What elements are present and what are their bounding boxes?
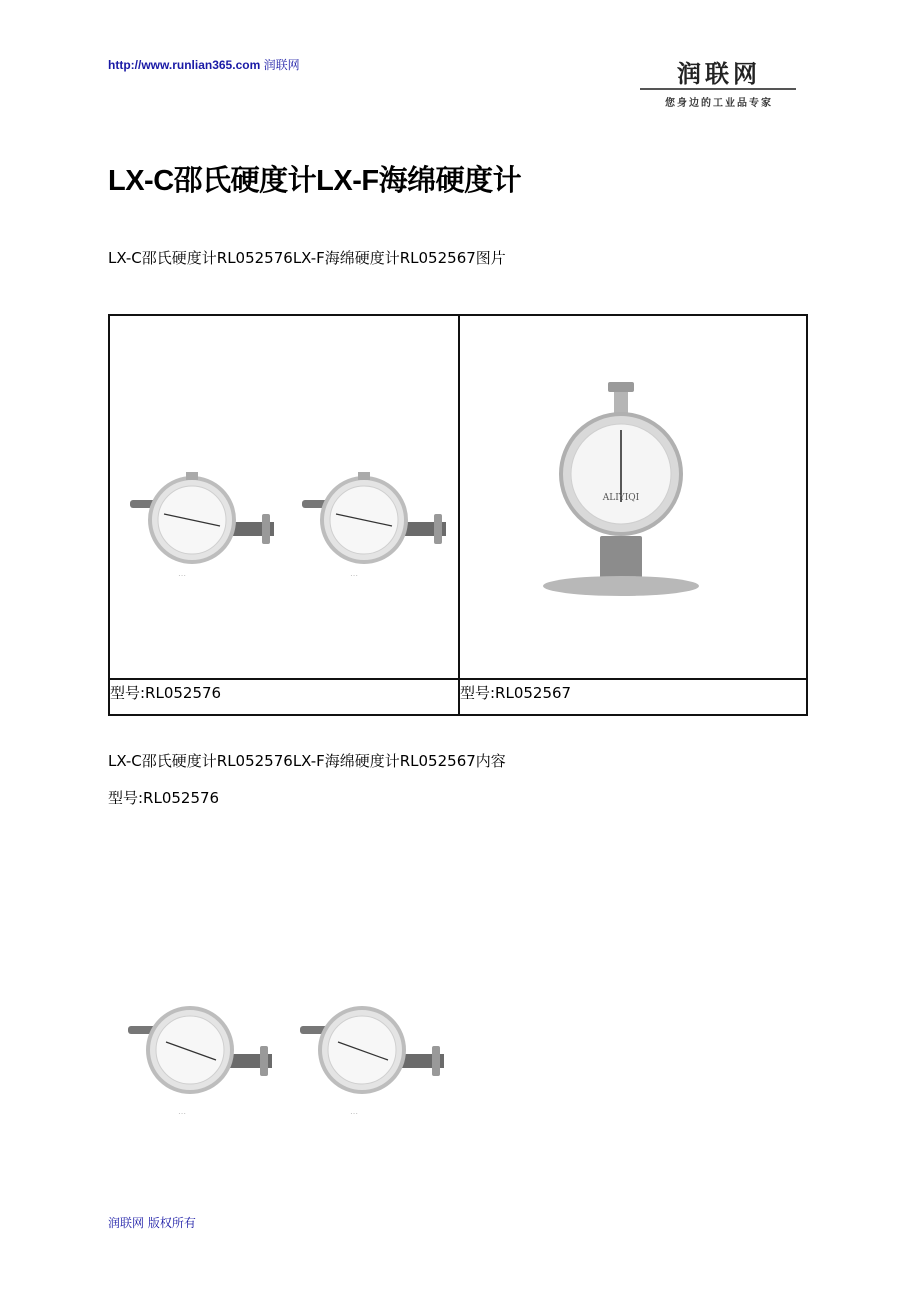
table-divider-horizontal	[110, 678, 806, 680]
hardness-tester-left	[128, 1008, 272, 1118]
site-name: 润联网	[263, 58, 300, 72]
site-logo	[636, 52, 802, 114]
table-caption-left: 型号:RL052576	[110, 684, 222, 702]
logo-text: 润联网	[677, 59, 761, 88]
content-product-image	[120, 1012, 450, 1132]
product-image-table	[108, 314, 808, 716]
content-heading: LX-C邵氏硬度计RL052576LX-F海绵硬度计RL052567内容	[108, 752, 506, 770]
logo-rule	[640, 88, 796, 90]
page-title: LX-C邵氏硬度计LX-F海绵硬度计	[108, 165, 522, 197]
svg-text:⋯: ⋯	[350, 571, 358, 580]
svg-text:⋯: ⋯	[178, 1109, 186, 1118]
images-heading: LX-C邵氏硬度计RL052576LX-F海绵硬度计RL052567图片	[108, 249, 506, 267]
hardness-tester-right	[302, 472, 446, 580]
dial-brand-text: ALIYIQI	[602, 493, 640, 503]
site-url-link[interactable]	[108, 56, 300, 73]
lx-f-foam-hardness-tester-image	[550, 382, 710, 606]
table-caption-right: 型号:RL052567	[460, 684, 572, 702]
lx-c-hardness-tester-image	[122, 472, 452, 592]
hardness-tester-left	[130, 472, 274, 580]
logo-slogan: 您身边的工业品专家	[665, 98, 773, 109]
footer-copyright: 润联网 版权所有	[108, 1216, 196, 1230]
svg-text:⋯: ⋯	[350, 1109, 358, 1118]
content-model: 型号:RL052576	[108, 789, 220, 807]
svg-text:⋯: ⋯	[178, 571, 186, 580]
site-url: http://www.runlian365.com	[108, 58, 261, 72]
hardness-tester-right	[300, 1008, 444, 1118]
table-divider-vertical	[458, 316, 460, 714]
